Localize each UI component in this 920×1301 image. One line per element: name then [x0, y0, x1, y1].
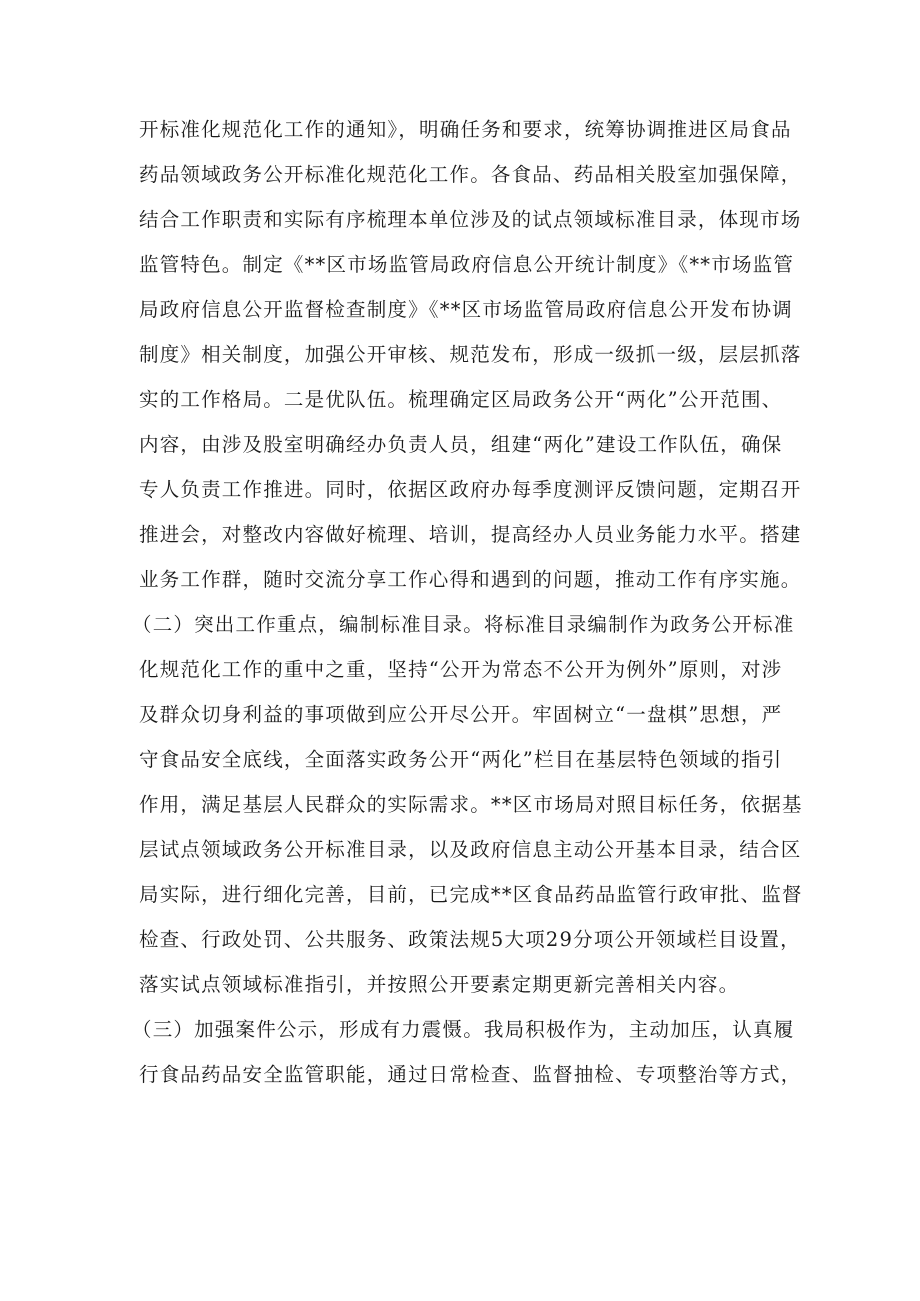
body-text-line: 化规范化工作的重中之重，坚持“公开为常态不公开为例外”原则，对涉	[139, 658, 783, 681]
body-text-line: 内容，由涉及股室明确经办负责人员，组建“两化”建设工作队伍，确保	[139, 433, 783, 456]
body-text-line: 专人负责工作推进。同时，依据区政府办每季度测评反馈问题，定期召开	[139, 478, 802, 501]
body-text-line: 开标准化规范化工作的通知》，明确任务和要求，统筹协调推进区局食品	[139, 118, 792, 141]
section-heading-line: （二）突出工作重点，编制标准目录。将标准目录编制作为政务公开标准	[132, 613, 795, 636]
body-text-line: 药品领域政务公开标准化规范化工作。各食品、药品相关股室加强保障，	[139, 163, 802, 186]
body-text-line: 实的工作格局。二是优队伍。梳理确定区局政务公开“两化”公开范围、	[139, 388, 783, 411]
body-text-line: 监管特色。制定《**区市场监管局政府信息公开统计制度》《**市场监管	[139, 253, 795, 276]
body-text-line: 守食品安全底线，全面落实政务公开“两化”栏目在基层特色领域的指引	[139, 748, 783, 771]
body-text-line: 及群众切身利益的事项做到应公开尽公开。牢固树立“一盘棋”思想，严	[139, 703, 783, 726]
body-text-line: 推进会，对整改内容做好梳理、培训，提高经办人员业务能力水平。搭建	[139, 523, 802, 546]
body-text-line: 结合工作职责和实际有序梳理本单位涉及的试点领域标准目录，体现市场	[139, 208, 802, 231]
body-text-line: 业务工作群，随时交流分享工作心得和遇到的问题，推动工作有序实施。	[139, 568, 802, 591]
body-text-line: 作用，满足基层人民群众的实际需求。**区市场局对照目标任务，依据基	[139, 793, 803, 816]
body-text-line: 行食品药品安全监管职能，通过日常检查、监督抽检、专项整治等方式，	[139, 1063, 802, 1086]
body-text-line: 局实际，进行细化完善，目前，已完成**区食品药品监管行政审批、监督	[139, 883, 803, 906]
body-text-line: 制度》相关制度，加强公开审核、规范发布，形成一级抓一级，层层抓落	[139, 343, 802, 366]
section-heading-line: （三）加强案件公示，形成有力震慑。我局积极作为，主动加压，认真履	[132, 1018, 795, 1041]
body-text-line: 检查、行政处罚、公共服务、政策法规5大项29分项公开领域栏目设置，	[139, 928, 801, 951]
body-text-line: 落实试点领域标准指引，并按照公开要素定期更新完善相关内容。	[139, 973, 740, 996]
body-text-line: 层试点领域政务公开标准目录，以及政府信息主动公开基本目录，结合区	[139, 838, 802, 861]
body-text-line: 局政府信息公开监督检查制度》《**区市场监管局政府信息公开发布协调	[139, 298, 793, 321]
